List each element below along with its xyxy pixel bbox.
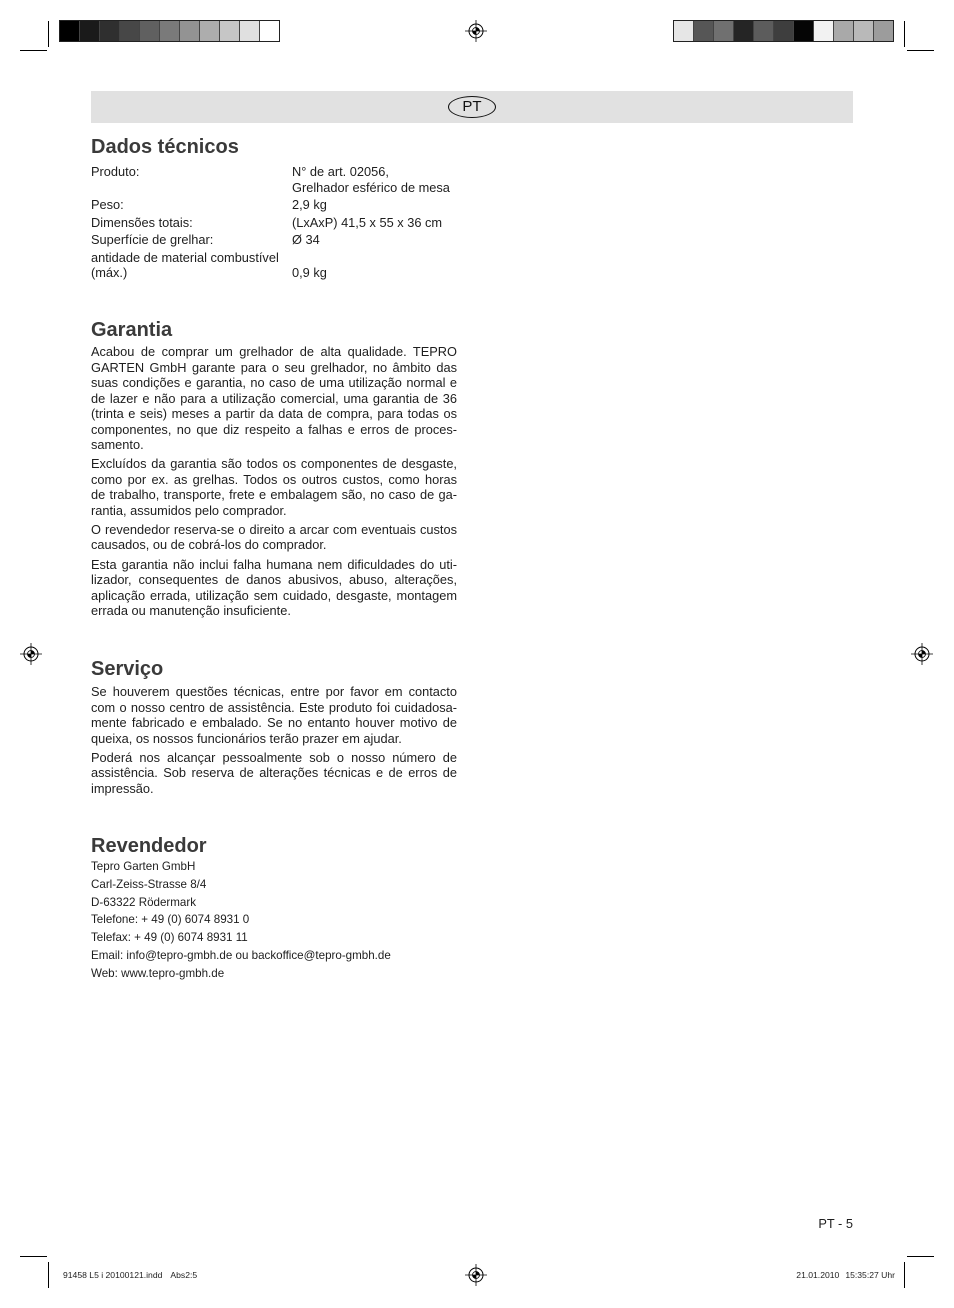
color-swatch (814, 21, 834, 41)
warranty-paragraph (91, 344, 457, 453)
spec-label-line: (máx.) (91, 265, 128, 280)
color-swatch (160, 21, 180, 41)
spec-label-line: antidade de material combustível (91, 249, 279, 265)
text-line: O revendedor reserva-se o direito a arcar com eventuais custos (91, 521, 457, 537)
text-line: Se houverem questões técnicas, entre por favor em contacto (91, 684, 457, 699)
warranty-paragraph (91, 522, 457, 553)
spec-value-line: 0,9 kg (292, 265, 327, 280)
dealer-fax: Telefax: + 49 (0) 6074 8931 11 (91, 931, 248, 945)
color-swatch (734, 21, 754, 41)
spec-value (292, 250, 327, 281)
language-badge: PT (448, 96, 496, 118)
warranty-body (91, 344, 457, 619)
color-swatch (60, 21, 80, 41)
text-line: causados, ou de cobrá-los do comprador. (91, 537, 327, 553)
slug-page: Abs2:5 (170, 1270, 198, 1280)
slug-file-name: 91458 L5 i 20100121.indd (63, 1270, 163, 1280)
print-slug-left (63, 1270, 197, 1280)
spec-label (91, 164, 292, 195)
service-body (91, 684, 457, 796)
dealer-company: Tepro Garten GmbH (91, 860, 196, 873)
spec-value (292, 164, 450, 195)
section-title-service: Serviço (91, 658, 164, 680)
spec-value-line: Grelhador esférico de mesa (292, 179, 450, 195)
dealer-phone: Telefone: + 49 (0) 6074 8931 0 (91, 913, 250, 927)
color-swatch (714, 21, 734, 41)
spec-label-line: Superfície de grelhar: (91, 232, 214, 247)
color-bar-left (59, 20, 280, 42)
text-line: de lazer e não para a utilização comercial, uma garantia de 36 (91, 390, 457, 406)
text-line: samento. (91, 437, 144, 452)
spec-value-line: N° de art. 02056, (292, 164, 389, 179)
crop-mark (904, 1262, 905, 1288)
spec-row-grill-surface (91, 232, 450, 248)
text-line: Poderá nos alcançar pessoalmente sob o nosso número de (91, 749, 457, 765)
text-line: mente fabricado e embalado. Se no entanto houver motivo de (91, 715, 457, 730)
language-header-band (91, 91, 853, 123)
color-swatch (694, 21, 714, 41)
dealer-city: D-63322 Rödermark (91, 895, 197, 909)
color-swatch (220, 21, 240, 41)
spec-label (91, 232, 292, 248)
registration-mark-icon (19, 642, 43, 666)
color-swatch (200, 21, 220, 41)
color-swatch (774, 21, 794, 41)
page-number: PT - 5 (818, 1216, 853, 1231)
crop-mark (904, 21, 905, 47)
color-swatch (180, 21, 200, 41)
spec-label-line: Produto: (91, 164, 140, 179)
text-line: aplicação errada, utilização sem cuidado, desgaste, montagem (91, 587, 457, 603)
warranty-paragraph (91, 456, 457, 518)
service-paragraph (91, 684, 457, 746)
color-bar-right (673, 20, 894, 42)
registration-mark-icon (464, 19, 488, 43)
color-swatch (854, 21, 874, 41)
dealer-street: Carl-Zeiss-Strasse 8/4 (91, 877, 207, 891)
color-swatch (834, 21, 854, 41)
text-line: lizador, consequentes de danos abusivos, abuso, alterações, (91, 572, 457, 588)
color-swatch (140, 21, 160, 41)
text-line: com o nosso centro de assistência. Este produto foi cuidadosa- (91, 699, 457, 715)
spec-value-line: (LxAxP) 41,5 x 55 x 36 cm (292, 214, 443, 230)
text-line: componentes, no que diz respeito a falhas e erros de proces- (91, 421, 457, 437)
crop-mark (48, 1262, 49, 1288)
color-swatch (100, 21, 120, 41)
dealer-email: Email: info@tepro-gmbh.de ou backoffice@tepro-gmbh.de (91, 948, 391, 962)
dealer-web: Web: www.tepro-gmbh.de (91, 966, 225, 980)
spec-label (91, 215, 292, 231)
crop-mark (48, 21, 49, 47)
spec-row-fuel-quantity (91, 250, 450, 281)
spec-row-product (91, 164, 450, 195)
text-line: Acabou de comprar um grelhador de alta qualidade. TEPRO (91, 344, 457, 359)
text-line: Excluídos da garantia são todos os componentes de desgaste, (91, 456, 457, 472)
service-paragraph (91, 750, 457, 797)
spec-value (292, 215, 442, 231)
text-line: assistência. Sob reserva de alterações técnicas e de erros de (91, 765, 457, 781)
spec-row-weight (91, 197, 450, 213)
crop-mark (907, 50, 934, 51)
text-line: GARTEN GmbH garante para o seu grelhador, no âmbito das (91, 359, 457, 375)
color-swatch (794, 21, 814, 41)
color-swatch (240, 21, 260, 41)
technical-data-table (91, 164, 450, 283)
crop-mark (20, 1256, 47, 1257)
spec-value (292, 232, 320, 248)
slug-time: 15:35:27 Uhr (845, 1270, 895, 1280)
spec-label (91, 250, 292, 281)
warranty-paragraph (91, 557, 457, 619)
spec-row-dimensions (91, 215, 450, 231)
section-title-warranty: Garantia (91, 319, 173, 341)
slug-date: 21.01.2010 (796, 1270, 840, 1280)
spec-label-line: Peso: (91, 197, 124, 212)
text-line: de trabalho, transporte, frete e embalagem são, no caso de ga- (91, 487, 457, 503)
section-title-technical-data: Dados técnicos (91, 136, 239, 158)
color-swatch (260, 21, 279, 41)
spec-value (292, 197, 327, 213)
color-swatch (874, 21, 893, 41)
crop-mark (20, 50, 47, 51)
spec-label-line: Dimensões totais: (91, 214, 193, 230)
color-swatch (674, 21, 694, 41)
text-line: impressão. (91, 780, 154, 796)
section-title-dealer: Revendedor (91, 835, 207, 857)
text-line: Esta garantia não inclui falha humana nem dificuldades do uti- (91, 556, 457, 572)
color-swatch (120, 21, 140, 41)
print-slug-right (796, 1270, 895, 1280)
color-swatch (754, 21, 774, 41)
text-line: queixa, os nossos funcionários terão prazer em ajudar. (91, 730, 402, 746)
text-line: errada ou manutenção insuficiente. (91, 603, 291, 619)
registration-mark-icon (910, 642, 934, 666)
spec-value-line: 2,9 kg (292, 197, 327, 212)
crop-mark (907, 1256, 934, 1257)
text-line: rantia, assumidos pelo comprador. (91, 502, 287, 518)
text-line: suas condições e garantia, no caso de uma utilização normal e (91, 375, 457, 390)
spec-value-line: Ø 34 (292, 232, 320, 247)
color-swatch (80, 21, 100, 41)
registration-mark-icon (464, 1263, 488, 1287)
spec-label (91, 197, 292, 213)
dealer-address (91, 858, 391, 983)
text-line: (trinta e seis) meses a partir da data de compra, para todas os (91, 406, 457, 421)
text-line: como por ex. as grelhas. Todos os outros custos, como horas (91, 471, 457, 487)
